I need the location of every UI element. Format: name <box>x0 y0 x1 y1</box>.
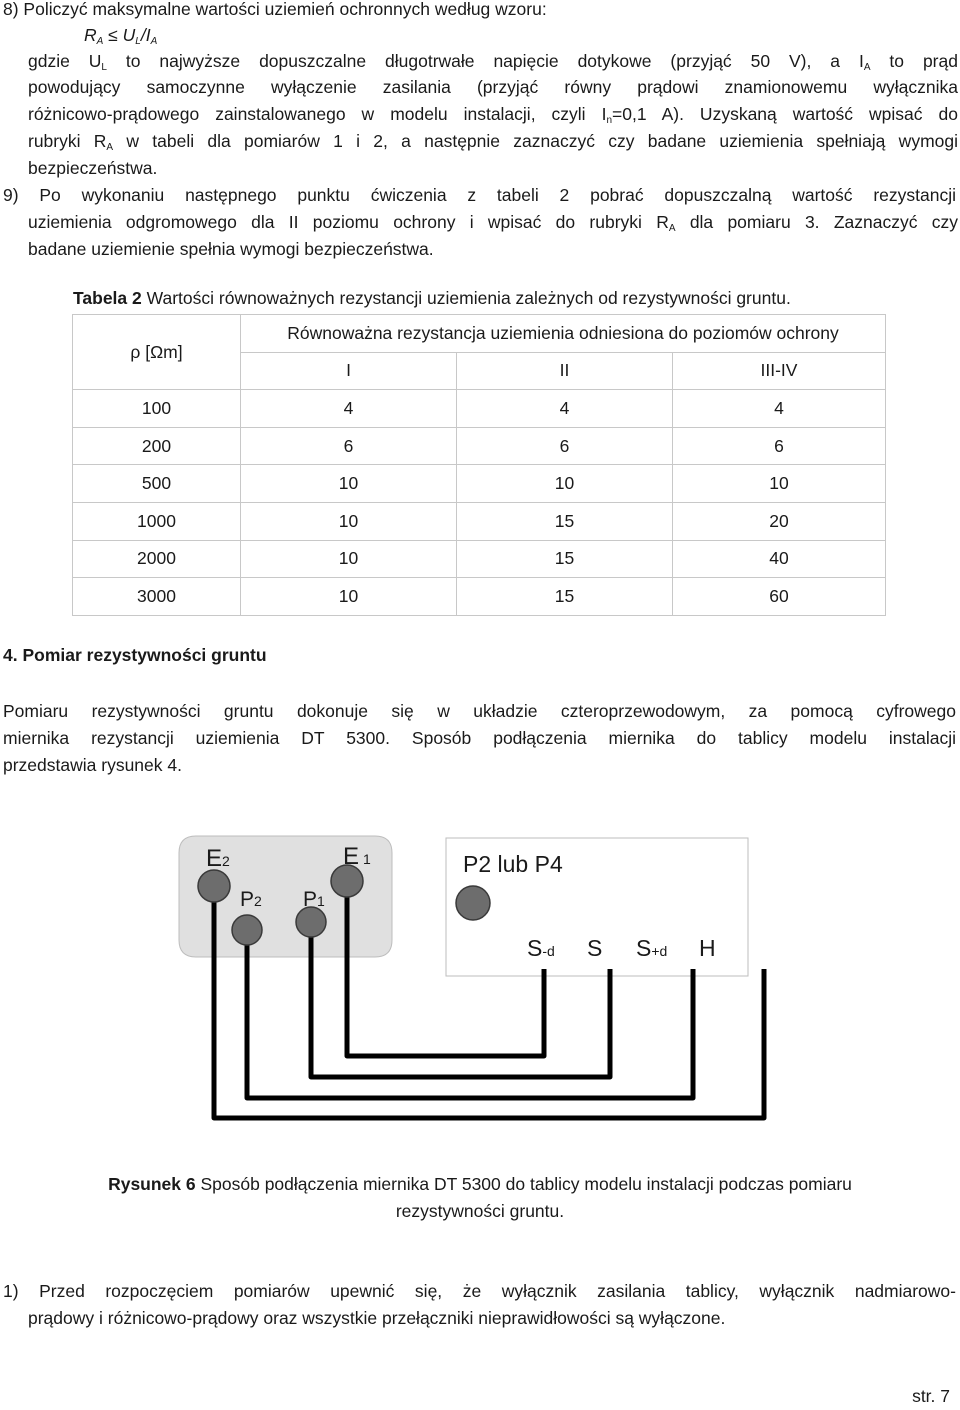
label-e2: E2 <box>206 845 230 872</box>
label-s: S <box>587 935 603 961</box>
table-cell: 1000 <box>73 502 241 540</box>
table-cell: 15 <box>457 578 673 616</box>
table-cell: 6 <box>457 427 673 465</box>
level-header: I <box>241 352 457 390</box>
resistance-table <box>72 314 886 616</box>
figure-caption-line2: rezystywności gruntu. <box>395 1201 565 1221</box>
table-cell: 10 <box>241 502 457 540</box>
table-cell: 10 <box>241 578 457 616</box>
table-row <box>73 502 886 540</box>
item8-line3: powodujący samoczynne wyłączenie zasilania (przyjąć równy prądowi znamionowemu wyłącznika <box>28 77 958 97</box>
table-row <box>73 390 886 428</box>
section-para-line2: miernika rezystancji uziemienia DT 5300. Sposób podłączenia miernika do tablicy modelu instalacji <box>3 728 956 748</box>
table-row <box>73 578 886 616</box>
terminal-e2-icon <box>198 870 230 902</box>
table-cell: 200 <box>73 427 241 465</box>
item9-line2: uziemienia odgromowego dla II poziomu ochrony i wpisać do rubryki $R_A$ dla pomiaru 3. Zaznaczyć czy <box>28 212 959 234</box>
step1-line2: prądowy i różnicowo-prądowy oraz wszystkie przełączniki nieprawidłowości są wyłączone. <box>28 1308 726 1328</box>
item8-line5: rubryki $R_A$ w tabeli dla pomiarów 1 i 2, a następnie zaznaczyć czy badane uziemienia spełniają wymogi <box>28 131 959 153</box>
terminal-meter-icon <box>456 886 490 920</box>
meter-label: P2 lub P4 <box>463 851 563 877</box>
section-para-line1: Pomiaru rezystywności gruntu dokonuje się w układzie czteroprzewodowym, za pomocą cyfrowego <box>3 701 956 721</box>
section-title: 4. Pomiar rezystywności gruntu <box>3 645 267 665</box>
table-row <box>73 427 886 465</box>
table-cell: 500 <box>73 465 241 503</box>
table-cell: 100 <box>73 390 241 428</box>
item9-line3: badane uziemienie spełnia wymogi bezpieczeństwa. <box>28 239 434 259</box>
group-header: Równoważna rezystancja uziemienia odniesiona do poziomów ochrony <box>241 315 886 353</box>
wiring-diagram <box>0 830 960 1130</box>
table-row <box>73 540 886 578</box>
label-p2: P2 <box>240 888 262 911</box>
table-cell: 15 <box>457 502 673 540</box>
table-cell: 20 <box>673 502 886 540</box>
label-h: H <box>699 935 716 961</box>
item8-line6: bezpieczeństwa. <box>28 158 158 178</box>
table-cell: 2000 <box>73 540 241 578</box>
item9-line1: 9) Po wykonaniu następnego punktu ćwiczenia z tabeli 2 pobrać dopuszczalną wartość rezystancji <box>3 185 956 205</box>
table-cell: 10 <box>673 465 886 503</box>
table-cell: 10 <box>457 465 673 503</box>
table-cell: 3000 <box>73 578 241 616</box>
table-cell: 4 <box>673 390 886 428</box>
table-cell: 6 <box>241 427 457 465</box>
table-cell: 15 <box>457 540 673 578</box>
item8-line2: gdzie $U_L$ to najwyższe dopuszczalne długotrwałe napięcie dotykowe (przyjąć 50 V), a $I_A$ to prąd <box>28 51 958 73</box>
table-cell: 6 <box>673 427 886 465</box>
level-header: III-IV <box>673 352 886 390</box>
item8-formula: $R_A \le U_L/I_A$ <box>84 25 158 47</box>
item8-line4: różnicowo-prądowego zainstalowanego w modelu instalacji, czyli $I_n=0,1$ A). Uzyskaną wartość wpisać do <box>28 104 958 126</box>
level-header: II <box>457 352 673 390</box>
figure-caption: Rysunek 6 Sposób podłączenia miernika DT 5300 do tablicy modelu instalacji podczas pomiaru <box>108 1174 852 1194</box>
terminal-p2-icon <box>232 915 262 945</box>
page-number: str. 7 <box>912 1386 950 1406</box>
label-s-minus: S-d <box>527 935 555 961</box>
table-cell: 10 <box>241 465 457 503</box>
table-cell: 10 <box>241 540 457 578</box>
table-caption: Tabela 2 Wartości równoważnych rezystancji uziemienia zależnych od rezystywności gruntu. <box>73 288 791 308</box>
item8-line1: 8) Policzyć maksymalne wartości uziemień ochronnych według wzoru: <box>3 0 547 19</box>
label-s-plus: S+d <box>636 935 668 961</box>
table-cell: 4 <box>241 390 457 428</box>
rho-header: ρ [Ωm] <box>73 315 241 390</box>
label-e1: E 1 <box>343 843 371 870</box>
step1-line1: 1) Przed rozpoczęciem pomiarów upewnić się, że wyłącznik zasilania tablicy, wyłącznik nadmiarowo- <box>3 1281 956 1301</box>
section-para-line3: przedstawia rysunek 4. <box>3 755 182 775</box>
table-row <box>73 465 886 503</box>
table-cell: 4 <box>457 390 673 428</box>
table-cell: 60 <box>673 578 886 616</box>
table-cell: 40 <box>673 540 886 578</box>
terminal-p1-icon <box>296 907 326 937</box>
label-p1: P1 <box>303 888 325 911</box>
